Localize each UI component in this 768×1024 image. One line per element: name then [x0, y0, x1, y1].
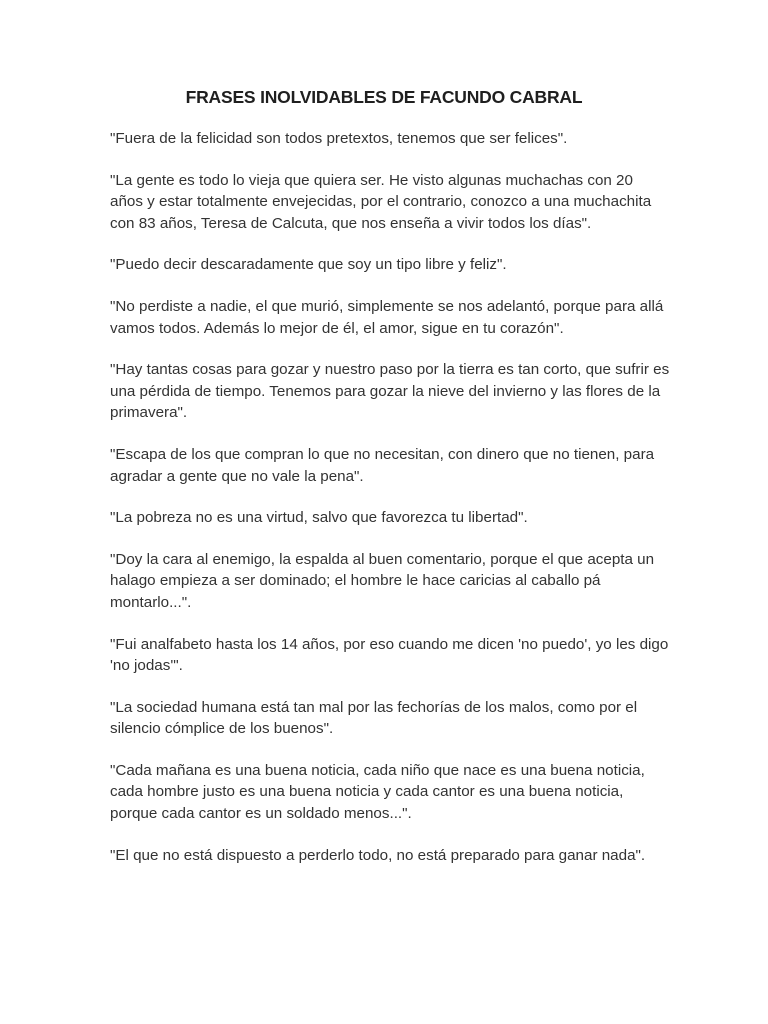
- quote-paragraph: "Escapa de los que compran lo que no necesitan, con dinero que no tienen, para agradar a gente que no vale la pena".: [110, 445, 655, 485]
- quotes-list: [110, 128, 670, 886]
- quote-paragraph: "No perdiste a nadie, el que murió, simplemente se nos adelantó, porque para allá vamos todos. Además lo mejor de él, el amor, sigue en tu corazón".: [110, 297, 664, 337]
- quote-paragraph: "Cada mañana es una buena noticia, cada niño que nace es una buena noticia, cada hombre justo es una buena noticia y cada cantor es una buena noticia, porque cada cantor es un soldado menos...".: [110, 761, 645, 823]
- quote-paragraph: "Fui analfabeto hasta los 14 años, por eso cuando me dicen 'no puedo', yo les digo 'no jodas'".: [110, 635, 669, 675]
- quote-paragraph: "El que no está dispuesto a perderlo todo, no está preparado para ganar nada".: [110, 846, 646, 864]
- quote-paragraph: "La gente es todo lo vieja que quiera ser. He visto algunas muchachas con 20 años y estar totalmente envejecidas, por el contrario, conozco a una muchachita con 83 años, Teresa de Calcuta, que nos enseña a vivir todos los días".: [110, 171, 652, 232]
- document-title: FRASES INOLVIDABLES DE FACUNDO CABRAL: [185, 87, 583, 107]
- quote-paragraph: "La sociedad humana está tan mal por las fechorías de los malos, como por el silencio cómplice de los buenos".: [110, 698, 638, 738]
- quote-paragraph: "Puedo decir descaradamente que soy un tipo libre y feliz".: [110, 256, 507, 274]
- quote-paragraph: "Fuera de la felicidad son todos pretextos, tenemos que ser felices".: [110, 130, 568, 147]
- quote-paragraph: "Hay tantas cosas para gozar y nuestro paso por la tierra es tan corto, que sufrir es una pérdida de tiempo. Tenemos para gozar la nieve del invierno y las flores de la primavera".: [110, 361, 670, 422]
- quote-paragraph: "Doy la cara al enemigo, la espalda al buen comentario, porque el que acepta un halago empieza a ser dominado; el hombre le hace caricias al caballo pá montarlo...".: [110, 550, 655, 611]
- quote-paragraph: "La pobreza no es una virtud, salvo que favorezca tu libertad".: [110, 509, 528, 527]
